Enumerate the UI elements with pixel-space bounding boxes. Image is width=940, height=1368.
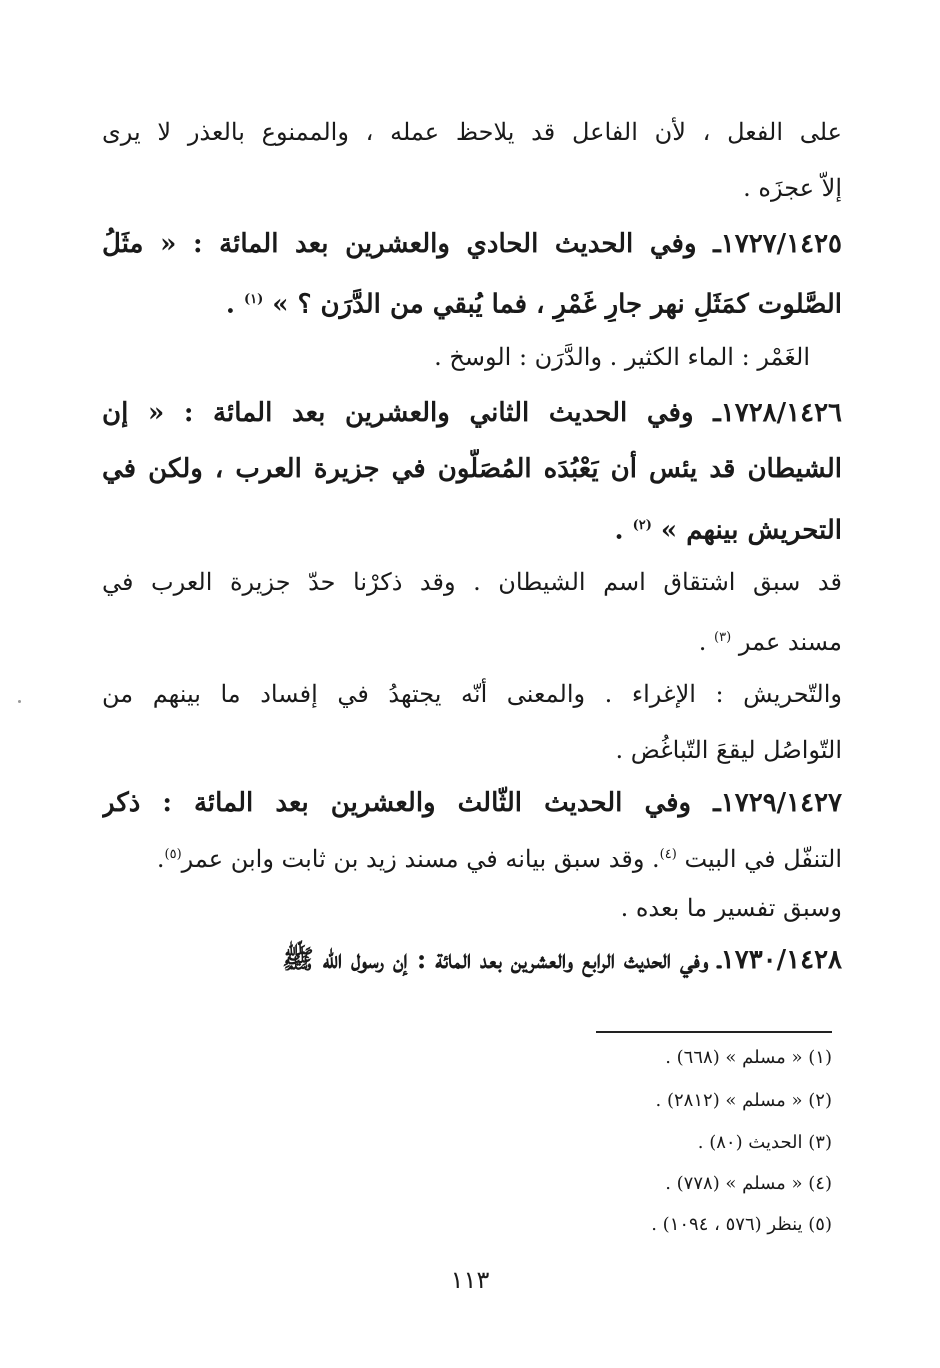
hadith-heading: ١٧٣٠/١٤٢٨ـ وفي الحديث الرابع والعشرين بعد المائة : إن رسول الله ﷺ: [282, 945, 842, 975]
commentary-line: والتّحريش : الإغراء . والمعنى أنّه يجتهدُ في إفساد ما بينهم من: [102, 680, 842, 708]
footnote: (١) « مسلم » (٦٦٨) .: [665, 1047, 832, 1068]
scan-speck: [18, 700, 21, 703]
commentary-line: وسبق تفسير ما بعده .: [620, 894, 842, 922]
commentary-line: التّواصُل ليقعَ التّباغُض .: [615, 736, 842, 764]
page-number: ١١٣: [450, 1266, 490, 1294]
footnote: (٣) الحديث (٨٠) .: [697, 1132, 832, 1153]
footnote: (٢) « مسلم » (٢٨١٢) .: [655, 1090, 832, 1111]
hadith-text: الشيطان قد يئس أن يَعْبُدَه المُصَلُّون في جزيرة العرب ، ولكن في: [102, 454, 842, 484]
footnote: (٥) ينظر (٥٧٦ ، ١٠٩٤) .: [651, 1214, 832, 1235]
hadith-heading: ١٧٢٩/١٤٢٧ـ وفي الحديث الثّالث والعشرين بعد المائة : ذكر: [102, 788, 842, 818]
hadith-text: التحريش بينهم » $^{(٢)}$ .: [614, 515, 842, 546]
commentary-line: مسند عمر $^{(٣)}$ .: [698, 628, 842, 656]
hadith-heading: ١٧٢٨/١٤٢٦ـ وفي الحديث الثاني والعشرين بعد المائة : « إن: [102, 398, 842, 428]
body-line: على الفعل ، لأن الفاعل قد يلاحظ عمله ، والممنوع بالعذر لا يرى: [102, 118, 842, 146]
note-ref: (٢): [632, 518, 652, 533]
commentary-line: التنفّل في البيت $^{(٤)}$. وقد سبق بيانه في مسند زيد بن ثابت وابن عمر$^{(٥)}$.: [156, 845, 842, 873]
note-ref: (١): [243, 292, 264, 307]
commentary-line: قد سبق اشتقاق اسم الشيطان . وقد ذكرْنا حدّ جزيرة العرب في: [102, 568, 842, 596]
hadith-text: الصَّلوت كمَثَلِ نهر جارٍ غَمْرٍ ، فما يُبقي من الدَّرَن ؟ » $^{(١)}$ .: [225, 289, 842, 320]
footnote: (٤) « مسلم » (٧٧٨) .: [665, 1173, 832, 1194]
note-ref: (٤): [659, 847, 677, 862]
gloss-line: الغَمْر : الماء الكثير . والدَّرَن : الوسخ .: [434, 343, 810, 371]
note-ref: (٥): [164, 847, 182, 862]
note-ref: (٣): [714, 630, 732, 645]
body-line: إلاّ عجزَه .: [743, 174, 842, 202]
footnote-divider: [596, 1031, 832, 1033]
hadith-heading: ١٧٢٧/١٤٢٥ـ وفي الحديث الحادي والعشرين بعد المائة : « مثَلُ: [102, 229, 842, 259]
